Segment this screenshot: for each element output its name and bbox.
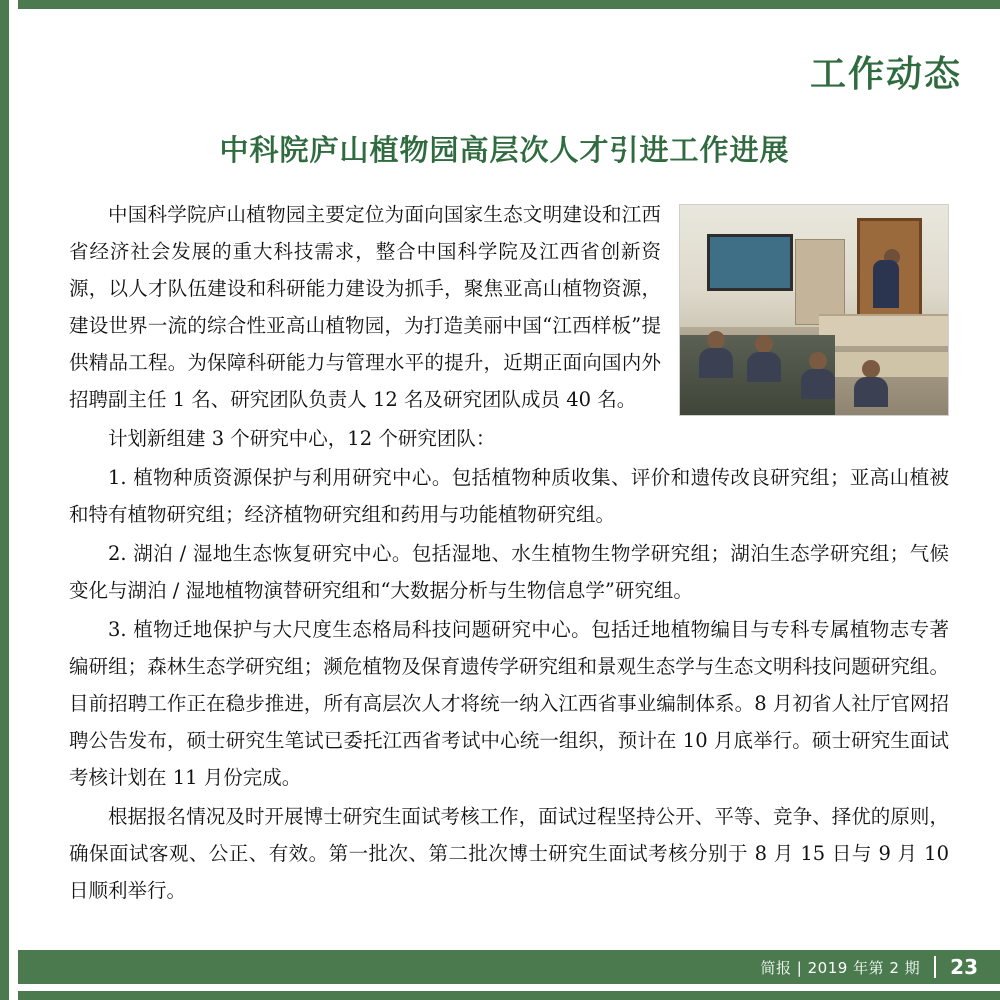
article-body xyxy=(69,196,949,911)
bottom-rule xyxy=(18,991,1000,1000)
meeting-room-photo xyxy=(679,204,949,416)
photo-attendee-body xyxy=(699,348,733,378)
paragraph: 2. 湖泊 / 湿地生态恢复研究中心。包括湿地、水生植物生物学研究组；湖泊生态学研究组；气候变化与湖泊 / 湿地植物演替研究组和“大数据分析与生物信息学”研究组。 xyxy=(69,542,949,602)
paragraph: 1. 植物种质资源保护与利用研究中心。包括植物种质收集、评价和遗传改良研究组；亚高山植被和特有植物研究组；经济植物研究组和药用与功能植物研究组。 xyxy=(69,466,949,526)
page-number: 23 xyxy=(950,955,978,979)
photo-cabinet xyxy=(795,239,845,325)
paragraph: 根据报名情况及时开展博士研究生面试考核工作，面试过程坚持公开、平等、竞争、择优的原则，确保面试客观、公正、有效。第一批次、第二批次博士研究生面试考核分别于 8 月 15 日与 9 月 10 日顺利举行。 xyxy=(69,805,949,902)
footer-divider xyxy=(934,956,936,978)
photo-speaker-body xyxy=(873,260,899,308)
photo-attendee-head xyxy=(707,331,725,349)
photo-table-front xyxy=(819,314,948,345)
paragraph: 中国科学院庐山植物园主要定位为面向国家生态文明建设和江西省经济社会发展的重大科技需求，整合中国科学院及江西省创新资源，以人才队伍建设和科研能力建设为抓手，聚焦亚高山植物资源，建设世界一流的综合性亚高山植物园，为打造美丽中国“江西样板”提供精品工程。为保障科研能力与管理水平的提升，近期正面向国内外招聘副主任 1 名、研究团队负责人 12 名及研究团队成员 40 名。 xyxy=(69,203,661,411)
photo-attendee-body xyxy=(747,352,781,382)
photo-attendee-body xyxy=(854,377,888,407)
top-rule xyxy=(18,0,1000,9)
paragraph: 计划新组建 3 个研究中心，12 个研究团队： xyxy=(108,427,496,450)
section-header: 工作动态 xyxy=(809,54,962,95)
paragraph: 3. 植物迁地保护与大尺度生态格局科技问题研究中心。包括迁地植物编目与专科专属植物志专著编研组；森林生态学研究组；濒危植物及保育遗传学研究组和景观生态学与生态文明科技问题研究组。目前招聘工作正在稳步推进，所有高层次人才将统一纳入江西省事业编制体系。8 月初省人社厅官网招聘公告发布，硕士研究生笔试已委托江西省考试中心统一组织，预计在 10 月底举行。硕士研究生面试考核计划在 11 月份完成。 xyxy=(69,618,949,789)
footer-bar xyxy=(18,950,1000,984)
page-title: 中科院庐山植物园高层次人才引进工作进展 xyxy=(219,133,790,167)
photo-attendee-body xyxy=(801,369,835,399)
photo-projector-screen xyxy=(707,234,793,290)
footer-issue-label: 简报 | 2019 年第 2 期 xyxy=(760,958,921,977)
photo-attendee-head xyxy=(809,352,827,370)
